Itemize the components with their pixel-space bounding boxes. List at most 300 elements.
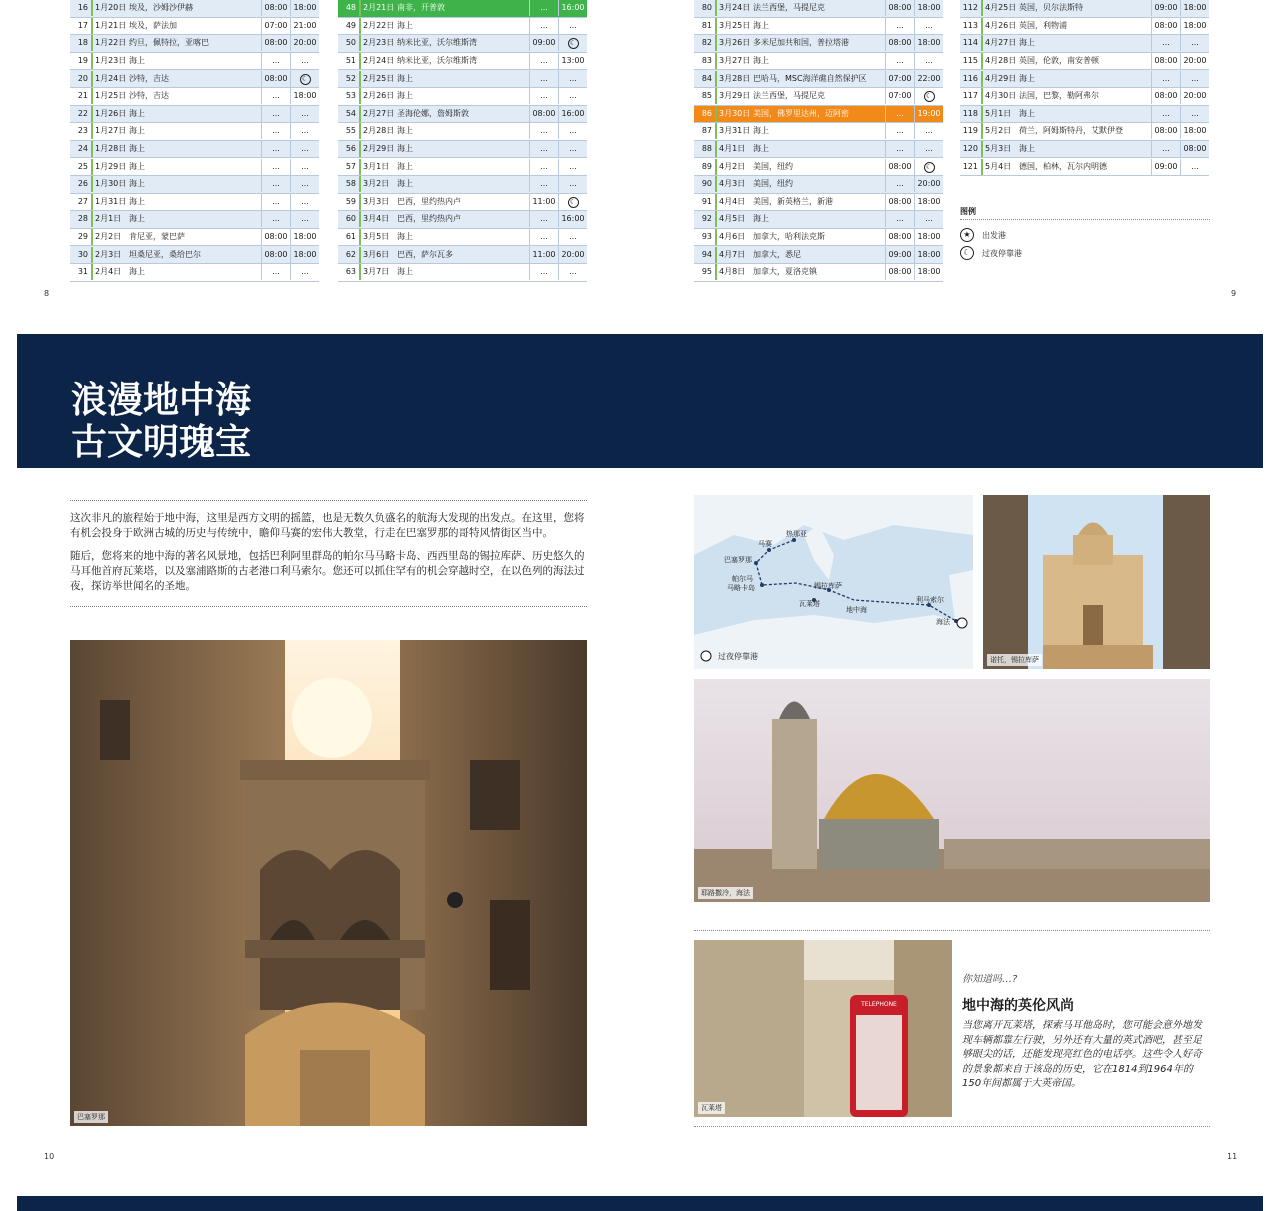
itinerary-row <box>338 158 587 176</box>
map-label: 锡拉库萨 <box>814 582 842 590</box>
departure-time: ... <box>914 53 943 69</box>
itinerary-row <box>694 35 943 53</box>
row-port: 海上 <box>397 267 413 277</box>
row-port: 海上 <box>397 73 413 83</box>
arrival-time: 08:00 <box>261 229 290 245</box>
day-number: 85 <box>701 91 712 101</box>
row-port: 英国，利物浦 <box>1019 20 1067 30</box>
legend-label: 出发港 <box>982 230 1006 240</box>
day-number: 59 <box>345 196 356 206</box>
arrival-time: ... <box>1151 141 1180 157</box>
jerusalem-photo <box>694 679 1210 902</box>
departure-time: ... <box>558 18 587 34</box>
departure-time: 18:00 <box>290 247 319 263</box>
departure-time <box>558 194 587 210</box>
arrival-time: ... <box>885 141 914 157</box>
departure-time: ... <box>1180 159 1209 175</box>
arrival-time: 07:00 <box>885 71 914 87</box>
row-port: 海上 <box>397 161 413 171</box>
day-number: 88 <box>701 144 712 154</box>
row-port: 海上 <box>753 214 769 224</box>
map-label: 热那亚 <box>786 530 807 538</box>
row-date: 5月3日 <box>981 141 1019 157</box>
departure-time <box>914 88 943 104</box>
row-port: 海上 <box>397 91 413 101</box>
departure-time <box>558 35 587 51</box>
route-map <box>694 495 973 669</box>
departure-time: ... <box>1180 106 1209 122</box>
itinerary-row <box>694 141 943 159</box>
itinerary-row <box>338 229 587 247</box>
day-number: 90 <box>701 179 712 189</box>
day-number: 120 <box>962 144 978 154</box>
departure-time: 20:00 <box>914 176 943 192</box>
departure-time: 20:00 <box>1180 88 1209 104</box>
day-number: 28 <box>77 214 88 224</box>
itinerary-row <box>694 176 943 194</box>
departure-time: ... <box>558 141 587 157</box>
moon-icon: ☾ <box>568 197 579 208</box>
day-number: 95 <box>701 267 712 277</box>
page-number: 8 <box>44 289 50 298</box>
arrival-time: ... <box>529 141 558 157</box>
arrival-time: ... <box>529 123 558 139</box>
arrival-time: 08:00 <box>1151 18 1180 34</box>
day-number: 19 <box>77 56 88 66</box>
row-date: 3月3日 <box>359 194 397 210</box>
row-port: 英国，伦敦，南安普顿 <box>1019 56 1099 66</box>
row-port: 埃及，沙姆沙伊赫 <box>129 3 193 13</box>
itinerary-row <box>960 141 1209 159</box>
departure-time: 18:00 <box>914 194 943 210</box>
row-date: 2月1日 <box>91 211 129 227</box>
departure-time: ... <box>1180 35 1209 51</box>
next-section-banner <box>17 1196 1263 1211</box>
row-date: 1月30日 <box>91 176 129 192</box>
departure-time: ... <box>290 176 319 192</box>
itinerary-row <box>338 106 587 124</box>
arrival-time: 08:00 <box>529 106 558 122</box>
day-number: 93 <box>701 232 712 242</box>
day-number: 115 <box>962 56 978 66</box>
departure-time: ... <box>558 123 587 139</box>
itinerary-row <box>960 18 1209 36</box>
row-date: 3月28日 <box>715 71 753 87</box>
arrival-time: ... <box>261 123 290 139</box>
title-line-2: 古文明瑰宝 <box>71 422 252 463</box>
day-number: 25 <box>77 161 88 171</box>
itinerary-row <box>70 176 319 194</box>
departure-time: 18:00 <box>1180 123 1209 139</box>
departure-time: ... <box>558 229 587 245</box>
row-port: 加拿大，哈利法克斯 <box>753 232 825 242</box>
arrival-time: ... <box>261 176 290 192</box>
day-number: 113 <box>962 20 978 30</box>
section-banner <box>17 334 1263 468</box>
departure-time: 20:00 <box>290 35 319 51</box>
departure-time: ... <box>558 71 587 87</box>
arrival-time: 08:00 <box>885 0 914 16</box>
row-date: 4月30日 <box>981 88 1019 104</box>
row-port: 海上 <box>1019 73 1035 83</box>
legend-item <box>960 226 1210 244</box>
itinerary-row <box>960 35 1209 53</box>
map-label: 利马索尔 <box>916 596 944 604</box>
row-date: 3月2日 <box>359 176 397 192</box>
row-date: 2月25日 <box>359 71 397 87</box>
itinerary-row <box>338 211 587 229</box>
itinerary-row <box>694 158 943 176</box>
row-date: 1月21日 <box>91 18 129 34</box>
departure-time: 22:00 <box>914 71 943 87</box>
arrival-time: ... <box>261 194 290 210</box>
row-date: 5月2日 <box>981 123 1019 139</box>
day-number: 26 <box>77 179 88 189</box>
day-number: 21 <box>77 91 88 101</box>
row-port: 海上 <box>129 214 145 224</box>
day-number: 57 <box>345 161 356 171</box>
map-label: 瓦莱塔 <box>799 600 820 608</box>
day-number: 117 <box>962 91 978 101</box>
row-date: 3月5日 <box>359 229 397 245</box>
row-date: 2月4日 <box>91 264 129 280</box>
row-port: 海上 <box>1019 38 1035 48</box>
day-number: 53 <box>345 91 356 101</box>
departure-time: 21:00 <box>290 18 319 34</box>
arrival-time: ... <box>1151 71 1180 87</box>
departure-time: ... <box>290 141 319 157</box>
did-you-know-question: 你知道吗…? <box>962 974 1018 985</box>
row-date: 4月28日 <box>981 53 1019 69</box>
arrival-time: 09:00 <box>529 35 558 51</box>
departure-time: ... <box>290 264 319 280</box>
itinerary-col-2 <box>338 0 587 282</box>
row-date: 2月28日 <box>359 123 397 139</box>
day-number: 82 <box>701 38 712 48</box>
row-date: 4月8日 <box>715 264 753 280</box>
departure-time: ... <box>558 264 587 280</box>
itinerary-row <box>70 141 319 159</box>
arrival-time: ... <box>261 211 290 227</box>
did-you-know-body: 当您离开瓦莱塔，探索马耳他岛时，您可能会意外地发现车辆都靠左行驶，另外还有大量的英式酒吧，甚至足够眼尖的话，还能发现亮红色的电话亭。这些令人好奇的景象都来自于该岛的历史，它在1814到1964年的150年间都属于大英帝国。 <box>962 1020 1202 1089</box>
day-number: 81 <box>701 20 712 30</box>
row-date: 3月26日 <box>715 35 753 51</box>
row-port: 英国，贝尔法斯特 <box>1019 3 1083 13</box>
itinerary-col-4 <box>960 0 1209 176</box>
row-port: 多米尼加共和国，普拉塔港 <box>753 38 849 48</box>
photo-caption: 耶路撒冷，海法 <box>698 887 753 899</box>
row-date: 2月21日 <box>359 0 397 16</box>
row-port: 海上 <box>129 56 145 66</box>
departure-time: 18:00 <box>914 0 943 16</box>
arrival-time: 08:00 <box>885 264 914 280</box>
day-number: 58 <box>345 179 356 189</box>
arrival-time: ... <box>1151 106 1180 122</box>
row-date: 1月24日 <box>91 71 129 87</box>
departure-time: ... <box>290 53 319 69</box>
row-date: 1月26日 <box>91 106 129 122</box>
row-port: 南非，开普敦 <box>397 3 445 13</box>
departure-time: 18:00 <box>290 88 319 104</box>
row-date: 4月6日 <box>715 229 753 245</box>
row-date: 4月27日 <box>981 35 1019 51</box>
arrival-time: ... <box>261 159 290 175</box>
day-number: 51 <box>345 56 356 66</box>
row-port: 海上 <box>129 196 145 206</box>
row-port: 海上 <box>129 108 145 118</box>
photo-caption: 诺托，锡拉库萨 <box>987 654 1042 666</box>
itinerary-row <box>70 70 319 88</box>
row-port: 海上 <box>129 161 145 171</box>
row-port: 海上 <box>397 20 413 30</box>
row-date: 3月29日 <box>715 88 753 104</box>
row-date: 2月24日 <box>359 53 397 69</box>
arrival-time: ... <box>885 106 914 122</box>
row-port: 约旦，佩特拉，亚喀巴 <box>129 38 209 48</box>
noto-photo <box>983 495 1210 669</box>
jerusalem-illustration <box>694 679 1210 902</box>
map-label: 帕尔马 <box>732 575 753 583</box>
row-date: 3月30日 <box>715 106 753 122</box>
itinerary-col-1 <box>70 0 319 282</box>
itinerary-row <box>70 0 319 18</box>
arrival-time: ... <box>261 53 290 69</box>
itinerary-col-3 <box>694 0 943 282</box>
itinerary-row <box>338 141 587 159</box>
itinerary-row <box>960 158 1209 176</box>
row-port: 巴西，萨尔瓦多 <box>397 249 453 259</box>
day-number: 86 <box>701 108 712 118</box>
row-date: 2月22日 <box>359 18 397 34</box>
did-you-know-title: 地中海的英伦风尚 <box>962 998 1074 1014</box>
day-number: 54 <box>345 108 356 118</box>
title-line-1: 浪漫地中海 <box>71 380 252 421</box>
arrival-time: ... <box>1151 35 1180 51</box>
day-number: 94 <box>701 249 712 259</box>
departure-time: ... <box>1180 71 1209 87</box>
arrival-time: 07:00 <box>261 18 290 34</box>
itinerary-row <box>338 123 587 141</box>
row-date: 3月1日 <box>359 159 397 175</box>
row-port: 加拿大，悉尼 <box>753 249 801 259</box>
barcelona-illustration <box>70 640 587 1126</box>
itinerary-row <box>960 0 1209 18</box>
row-port: 法兰西堡，马提尼克 <box>753 91 825 101</box>
row-port: 海上 <box>129 179 145 189</box>
departure-time <box>914 159 943 175</box>
row-port: 海上 <box>753 126 769 136</box>
row-date: 3月4日 <box>359 211 397 227</box>
departure-time: 08:00 <box>1180 141 1209 157</box>
row-port: 德国，柏林，瓦尔内明德 <box>1019 161 1107 171</box>
day-number: 18 <box>77 38 88 48</box>
row-port: 肯尼亚，蒙巴萨 <box>129 232 185 242</box>
arrival-time: ... <box>529 18 558 34</box>
row-port: 海上 <box>1019 144 1035 154</box>
row-date: 2月23日 <box>359 35 397 51</box>
row-date: 1月29日 <box>91 159 129 175</box>
itinerary-row <box>338 18 587 36</box>
itinerary-row <box>694 229 943 247</box>
row-date: 4月4日 <box>715 194 753 210</box>
itinerary-row <box>694 264 943 282</box>
row-port: 美国，纽约 <box>753 179 793 189</box>
itinerary-row <box>694 194 943 212</box>
itinerary-row <box>694 123 943 141</box>
departure-time: ... <box>914 123 943 139</box>
map-label: 马略卡岛 <box>727 584 755 592</box>
row-date: 1月31日 <box>91 194 129 210</box>
did-you-know-box <box>962 970 1210 1092</box>
day-number: 50 <box>345 38 356 48</box>
row-port: 法国，巴黎，勒阿弗尔 <box>1019 91 1099 101</box>
row-port: 海上 <box>397 126 413 136</box>
map-label: 马赛 <box>758 540 772 548</box>
arrival-time: ... <box>529 264 558 280</box>
departure-time: 13:00 <box>558 53 587 69</box>
itinerary-row <box>960 53 1209 71</box>
row-port: 海上 <box>753 56 769 66</box>
itinerary-row <box>70 35 319 53</box>
arrival-time: ... <box>261 106 290 122</box>
departure-time: ... <box>290 123 319 139</box>
row-date: 4月25日 <box>981 0 1019 16</box>
map-label: 海法 <box>936 618 950 626</box>
row-date: 1月20日 <box>91 0 129 16</box>
day-number: 30 <box>77 249 88 259</box>
departure-time: 18:00 <box>914 264 943 280</box>
row-date: 5月4日 <box>981 159 1019 175</box>
page-number: 11 <box>1227 1152 1238 1161</box>
row-port: 美国，佛罗里达州，迈阿密 <box>753 108 849 118</box>
departure-time: 18:00 <box>914 229 943 245</box>
row-date: 4月26日 <box>981 18 1019 34</box>
day-number: 16 <box>77 3 88 13</box>
row-date: 3月7日 <box>359 264 397 280</box>
day-number: 27 <box>77 196 88 206</box>
map-label: 地中海 <box>846 606 867 614</box>
departure-time: ... <box>914 211 943 227</box>
photo-caption: 瓦莱塔 <box>698 1102 725 1114</box>
row-port: 巴西，里约热内卢 <box>397 196 461 206</box>
arrival-time: ... <box>529 211 558 227</box>
day-number: 49 <box>345 20 356 30</box>
row-port: 加拿大，夏洛克镇 <box>753 267 817 277</box>
moon-icon: ☾ <box>924 162 935 173</box>
arrival-time: ... <box>885 211 914 227</box>
itinerary-row <box>694 211 943 229</box>
arrival-time: ... <box>529 53 558 69</box>
day-number: 17 <box>77 20 88 30</box>
itinerary-row <box>70 246 319 264</box>
itinerary-row <box>338 0 587 18</box>
row-date: 3月25日 <box>715 18 753 34</box>
row-date: 4月7日 <box>715 247 753 263</box>
departure-time: 20:00 <box>558 247 587 263</box>
departure-time: 16:00 <box>558 211 587 227</box>
map-label: 巴塞罗那 <box>724 556 752 564</box>
itinerary-row <box>694 70 943 88</box>
day-number: 92 <box>701 214 712 224</box>
row-date: 4月1日 <box>715 141 753 157</box>
arrival-time: ... <box>885 53 914 69</box>
day-number: 80 <box>701 3 712 13</box>
itinerary-row <box>70 211 319 229</box>
arrival-time: ... <box>529 176 558 192</box>
departure-time: ... <box>290 211 319 227</box>
row-date: 1月27日 <box>91 123 129 139</box>
barcelona-photo <box>70 640 587 1126</box>
day-number: 116 <box>962 73 978 83</box>
page-number: 10 <box>44 1152 55 1161</box>
row-date: 3月27日 <box>715 53 753 69</box>
day-number: 55 <box>345 126 356 136</box>
row-port: 荷兰，阿姆斯特丹，艾默伊登 <box>1019 126 1123 136</box>
departure-time: 19:00 <box>914 106 943 122</box>
day-number: 60 <box>345 214 356 224</box>
itinerary-row <box>960 88 1209 106</box>
moon-icon: ☾ <box>300 74 311 85</box>
arrival-time: 09:00 <box>1151 159 1180 175</box>
valletta-illustration <box>694 940 952 1117</box>
day-number: 24 <box>77 144 88 154</box>
day-number: 91 <box>701 196 712 206</box>
row-port: 法兰西堡，马提尼克 <box>753 3 825 13</box>
star-icon: ★ <box>960 228 974 242</box>
day-number: 83 <box>701 56 712 66</box>
itinerary-row <box>70 194 319 212</box>
itinerary-row <box>70 123 319 141</box>
arrival-time: ... <box>261 264 290 280</box>
row-port: 海上 <box>129 144 145 154</box>
row-port: 海上 <box>397 232 413 242</box>
day-number: 23 <box>77 126 88 136</box>
itinerary-row <box>70 53 319 71</box>
row-date: 4月2日 <box>715 159 753 175</box>
departure-time: ... <box>558 176 587 192</box>
row-port: 海上 <box>753 144 769 154</box>
arrival-time: ... <box>885 176 914 192</box>
departure-time: 18:00 <box>914 35 943 51</box>
row-date: 2月27日 <box>359 106 397 122</box>
legend <box>960 206 1210 262</box>
itinerary-row <box>960 123 1209 141</box>
arrival-time: 08:00 <box>1151 53 1180 69</box>
arrival-time: 08:00 <box>1151 123 1180 139</box>
row-date: 2月2日 <box>91 229 129 245</box>
moon-icon: ☾ <box>960 246 974 260</box>
arrival-time: 08:00 <box>885 229 914 245</box>
arrival-time: ... <box>529 88 558 104</box>
row-date: 2月29日 <box>359 141 397 157</box>
itinerary-row <box>960 70 1209 88</box>
row-date: 4月29日 <box>981 71 1019 87</box>
intro-paragraph: 随后，您将来的地中海的著名风景地，包括巴利阿里群岛的帕尔马马略卡岛、西西里岛的锡拉库萨、历史悠久的马耳他首府瓦莱塔，以及塞浦路斯的古老港口利马索尔。您还可以抓住罕有的机会穿越时空，在以色列的海法过夜，探访举世闻名的圣地。 <box>70 550 585 592</box>
row-port: 美国，新英格兰，新港 <box>753 196 833 206</box>
page-number: 9 <box>1231 289 1237 298</box>
day-number: 84 <box>701 73 712 83</box>
departure-time: 18:00 <box>290 229 319 245</box>
itinerary-row <box>960 106 1209 124</box>
arrival-time: ... <box>885 18 914 34</box>
day-number: 20 <box>77 73 88 83</box>
departure-time: 18:00 <box>1180 18 1209 34</box>
itinerary-row <box>694 18 943 36</box>
day-number: 63 <box>345 267 356 277</box>
row-port: 圣海伦娜，詹姆斯敦 <box>397 108 469 118</box>
intro-text <box>70 500 587 607</box>
row-port: 巴西，里约热内卢 <box>397 214 461 224</box>
